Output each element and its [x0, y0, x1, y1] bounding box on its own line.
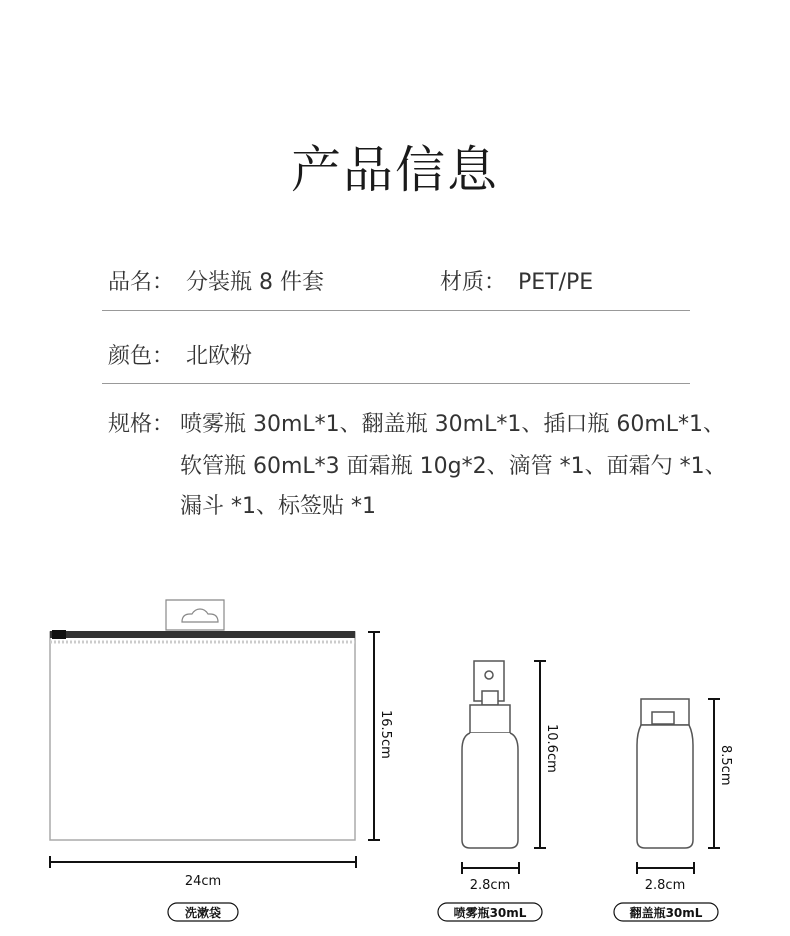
color-label: 颜色：: [108, 344, 175, 369]
spec-line: 喷雾瓶 30mL*1、翻盖瓶 30mL*1、插口瓶 60mL*1、: [180, 412, 726, 437]
spray-bottle-illustration: [462, 661, 518, 848]
name-label: 品名：: [108, 270, 175, 295]
flip-width-dimension: [637, 862, 694, 874]
bag-width-dimension: [50, 856, 356, 868]
spec-line: 漏斗 *1、标签贴 *1: [180, 494, 376, 519]
spec-label: 规格：: [108, 412, 175, 437]
bag-width-label: 24cm: [184, 874, 222, 889]
flip-bottle-illustration: [637, 699, 693, 848]
spray-name: 喷雾瓶30mL: [453, 906, 527, 920]
spec-line: 软管瓶 60mL*3 面霜瓶 10g*2、滴管 *1、面霜勺 *1、: [180, 454, 727, 479]
toiletry-bag-illustration: [50, 600, 355, 840]
flip-name: 翻盖瓶30mL: [629, 906, 703, 920]
bag-name: 洗漱袋: [184, 906, 222, 920]
page-title: 产品信息: [291, 141, 499, 199]
flip-height-label: 8.5cm: [718, 745, 733, 786]
material-label: 材质：: [440, 270, 507, 295]
bag-height-label: 16.5cm: [378, 710, 393, 759]
spray-width-dimension: [462, 862, 519, 874]
flip-width-label: 2.8cm: [644, 878, 686, 893]
spray-height-label: 10.6cm: [544, 724, 559, 773]
material-value: PET/PE: [518, 270, 594, 295]
spray-width-label: 2.8cm: [469, 878, 511, 893]
name-value: 分装瓶 8 件套: [186, 270, 324, 295]
color-value: 北欧粉: [186, 344, 253, 369]
